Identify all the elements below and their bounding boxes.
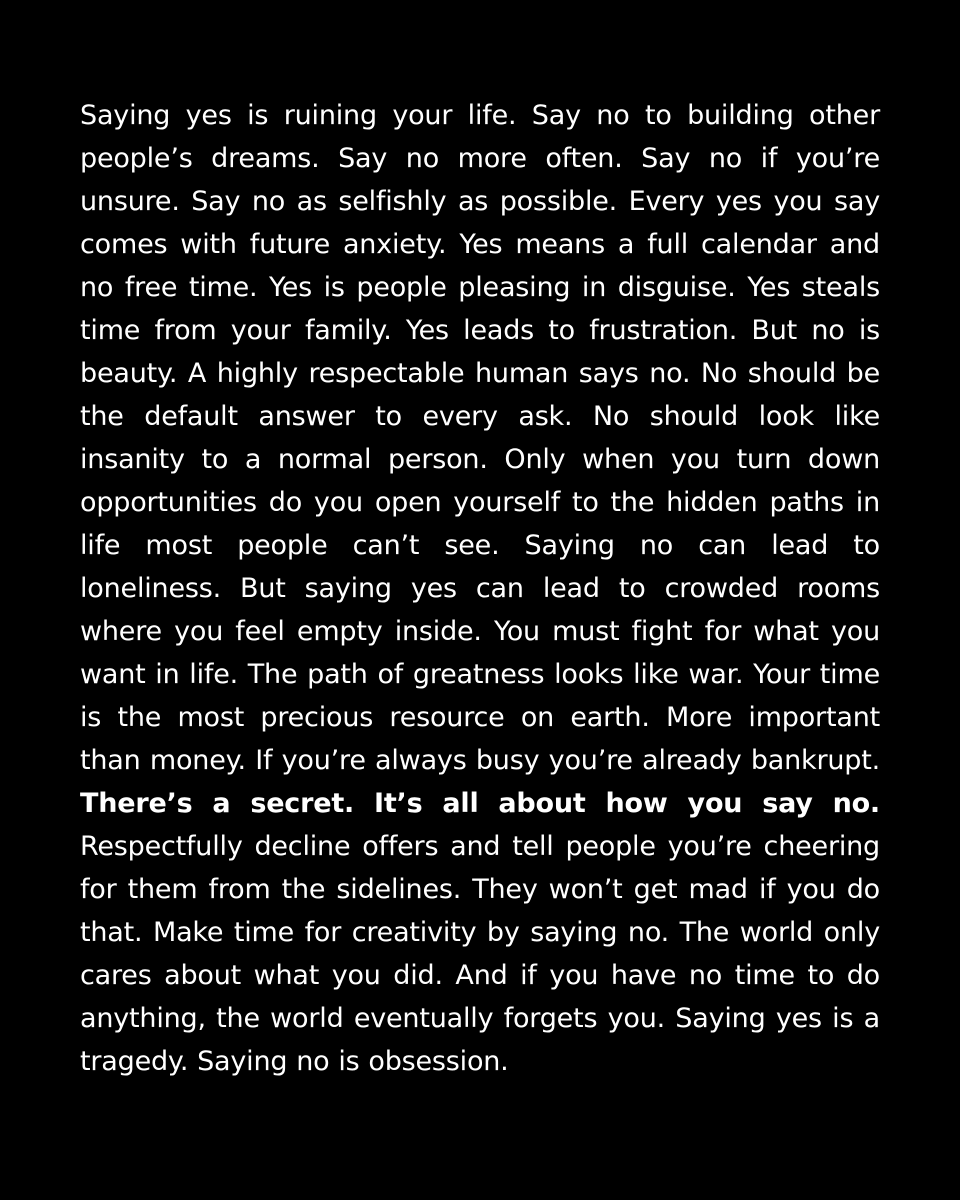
- essay-text-intro: Saying yes is ruining your life. Say no to building other people’s dreams. Say no more often. Say no if you’re unsure. Say no as selfishly as possible. Every yes you say comes with future anxiety. Yes means a full calendar and no free time. Yes is people pleasing in disguise. Yes steals time from your family. Yes leads to frustration. But no is beauty. A highly respectable human says no. No should be the default answer to every ask. No should look like insanity to a normal person. Only when you turn down opportunities do you open yourself to the hidden paths in life most people can’t see. Saying no can lead to loneliness. But saying yes can lead to crowded rooms where you feel empty inside. You must fight for what you want in life. The path of greatness looks like war. Your time is the most precious resource on earth. More important than money. If you’re always busy you’re already bankrupt.: [80, 100, 880, 776]
- essay-paragraph: [80, 94, 880, 1083]
- essay-text-conclusion: Respectfully decline offers and tell people you’re cheering for them from the sidelines. They won’t get mad if you do that. Make time for creativity by saying no. The world only cares about what you did. And if you have no time to do anything, the world eventually forgets you. Saying yes is a tragedy. Saying no is obsession.: [80, 831, 880, 1077]
- essay-text-bold-highlight: There’s a secret. It’s all about how you say no.: [80, 788, 880, 819]
